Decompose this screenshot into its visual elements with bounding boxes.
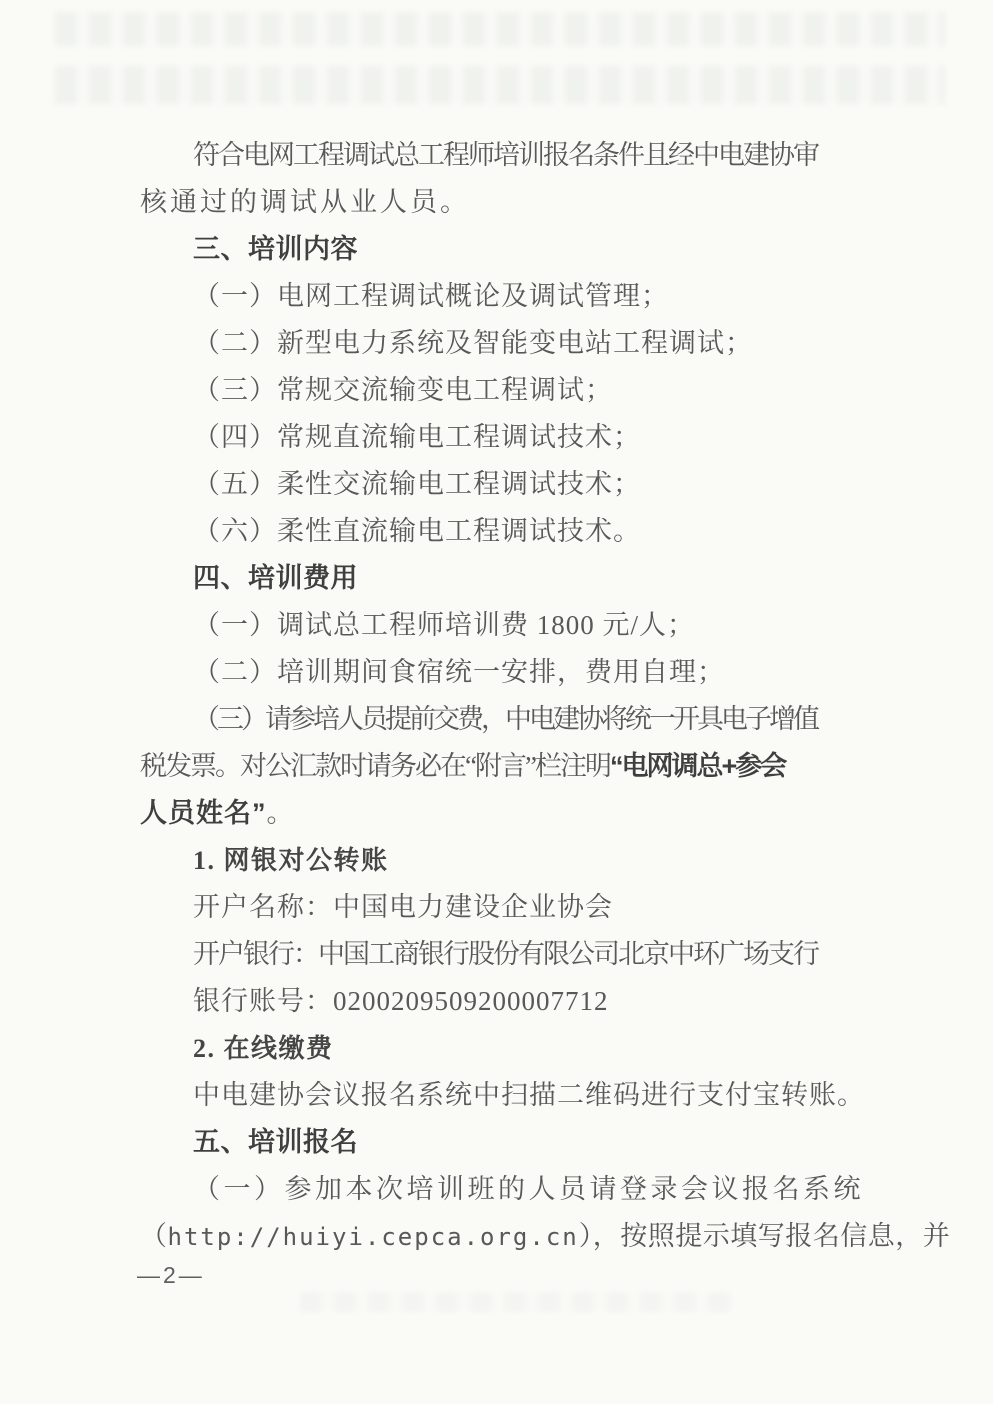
remittance-note-bold-cont: 人员姓名”: [140, 798, 267, 828]
fee-item-2: （二）培训期间食宿统一安排，费用自理；: [193, 657, 725, 687]
payment-method-1-heading: 1. 网银对公转账: [193, 846, 389, 875]
intro-line-2: 核通过的调试从业人员。: [140, 187, 470, 217]
fee-item-3-line-2-text: 税发票。对公汇款时请务必在“附言”栏注明: [140, 751, 610, 781]
bank-branch-name: 开户银行：中国工商银行股份有限公司北京中环广场支行: [193, 939, 818, 969]
page-number: —2—: [137, 1262, 205, 1288]
bleed-through-ghost-text: [55, 12, 945, 46]
registration-line-1: （一）参加本次培训班的人员请登录会议报名系统: [193, 1174, 864, 1204]
payment-method-2-heading: 2. 在线缴费: [193, 1034, 334, 1063]
registration-line-2: [140, 1213, 951, 1260]
training-content-item-6: （六）柔性直流输电工程调试技术。: [193, 516, 641, 546]
bleed-through-ghost-text: [300, 1292, 733, 1312]
fee-item-1: （一）调试总工程师培训费 1800 元/人；: [193, 610, 696, 640]
training-content-item-4: （四）常规直流输电工程调试技术；: [193, 422, 641, 452]
url-open-paren: （: [140, 1221, 168, 1251]
remittance-note-bold: “电网调总+参会: [609, 751, 786, 781]
section-4-heading: 四、培训费用: [193, 563, 358, 593]
training-content-item-5: （五）柔性交流输电工程调试技术；: [193, 469, 641, 499]
section-3-heading: 三、培训内容: [193, 234, 358, 264]
fee-item-3-line-2: [140, 743, 858, 790]
bleed-through-ghost-text: [55, 66, 945, 104]
fee-item-3-line-3-text: 。: [266, 798, 295, 828]
registration-system-url: http://huiyi.cepca.org.cn: [167, 1223, 579, 1251]
fee-item-3-line-1: （三）请参培人员提前交费，中电建协将统一开具电子增值: [193, 704, 817, 734]
bank-account-number: 银行账号：0200209509200007712: [193, 986, 609, 1016]
bank-account-name: 开户名称：中国电力建设企业协会: [193, 892, 613, 922]
registration-line-2-text: ），按照提示填写报名信息，并: [578, 1221, 951, 1251]
section-5-heading: 五、培训报名: [193, 1127, 358, 1157]
training-content-item-1: （一）电网工程调试概论及调试管理；: [193, 281, 669, 311]
training-content-item-3: （三）常规交流输变电工程调试；: [193, 375, 613, 405]
training-content-item-2: （二）新型电力系统及智能变电站工程调试；: [193, 328, 753, 358]
document-body: [140, 132, 951, 1260]
intro-line-1: 符合电网工程调试总工程师培训报名条件且经中电建协审: [193, 140, 818, 170]
fee-item-3-line-3: [140, 790, 858, 837]
online-payment-line: 中电建协会议报名系统中扫描二维码进行支付宝转账。: [193, 1080, 865, 1110]
